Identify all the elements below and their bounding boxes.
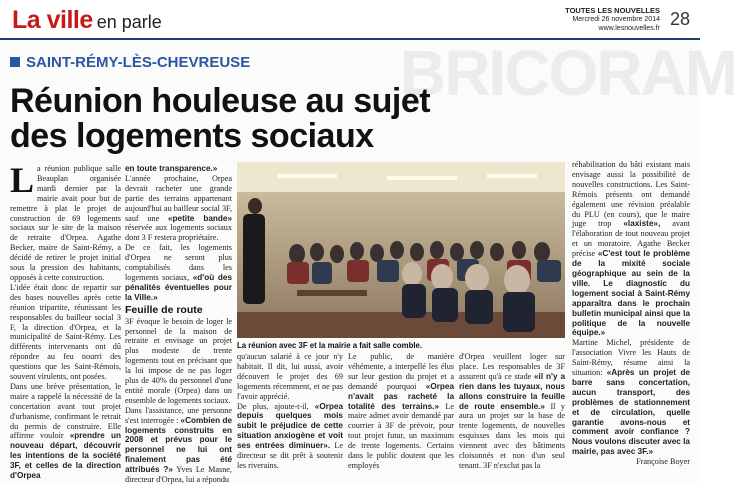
page-number: 28: [669, 9, 690, 29]
paper-info: [565, 6, 660, 33]
paragraph: De ce fait, les logements d'Orpea ne seront plus comptabilisés dans les logements sociaux, «d'où des pénalités éventuelles pour la Ville.»: [125, 243, 233, 302]
paragraph: Le public, de manière véhémente, a interpellé les élus sur leur gestion du projet et a demandé pourquoi «Orpea n'avait pas racheté la totalité des terrains.» Le maire admet avoir demandé par courrier à 3F de prévoir, pour tout projet futur, un maximum de trente logements. Certains dans le public doutent que les employés: [348, 352, 455, 470]
issue-date: Mercredi 26 novembre 2014: [572, 16, 660, 23]
article-column-3: [237, 352, 343, 471]
meeting-hall-photo: [237, 162, 565, 338]
paragraph: réhabilitation du bâti existant mais envisage aussi la possibilité de nouvelles constructions. Les Saint-Rémois présents ont demandé également une révision préalable du PLU (en cours), que le maire juge trop «laxiste», avant l'élaboration de tout nouveau projet et un moratoire. Agathe Becker précise «C'est tout le problème de la mixité sociale géographique au sein de la ville. Le diagnostic du logement social à Saint-Rémy apparaîtra dans le prochain bulletin municipal ainsi que la politique de la nouvelle équipe.»: [572, 160, 690, 338]
paragraph: d'Orpea veuillent loger sur place. Les responsables de 3F assurent qu'à ce stade «il n'y a rien dans les tuyaux, nous allons construire la feuille de route ensemble.» Il y aura un projet sur la base de trente logements, de nouvelles esquisses dans les mois qui viennent avec des bâtiments cloisonnés et non d'un seul tenant. 3F n'exclut pas la: [459, 352, 565, 470]
drop-cap: L: [10, 160, 35, 200]
locality-label: [10, 54, 250, 71]
article-column-6: [572, 160, 690, 467]
paragraph: Martine Michel, présidente de l'association Vivre les Hauts de Saint-Rémy, résume ainsi la situation: «Après un projet de barre sans concertation, aucun transport, des problèmes de stationnement et de circulation, quelle garantie avons-nous et comment avoir confiance ? Nous voulons discuter avec la mairie, pas avec 3F.»: [572, 338, 691, 457]
headline-line-1: Réunion houleuse au sujet: [10, 82, 431, 120]
paragraph: en toute transparence.»: [125, 164, 218, 173]
article-column-5: [459, 352, 565, 471]
photo-caption: La réunion avec 3F et la mairie a fait salle comble.: [237, 341, 423, 350]
section-subheading: Feuille de route: [125, 303, 203, 316]
article-photo: [237, 162, 565, 338]
square-bullet-icon: [10, 57, 20, 67]
article-headline: [10, 84, 570, 154]
page-header: [0, 0, 700, 40]
article-column-4: [348, 352, 454, 471]
section-title: [12, 6, 162, 35]
locality-text: SAINT-RÉMY-LÈS-CHEVREUSE: [26, 54, 251, 71]
paragraph: La réunion publique salle Beauplan organisée mardi dernier par la mairie avait pour but de remettre à plat le projet de construction de 69 logements sociaux sur le site de la maison de retraite d'Orpea. Agathe Becker, maire de Saint-Rémy, a décidé de retirer le projet initial sous la pression des habitants, opposés à cette construction.: [10, 160, 121, 282]
paragraph: De plus, ajoute-t-il, «Orpea depuis quelques mois subit le préjudice de cette situation anxiogène et voit ses entrées diminuer». Le directeur se dit prêt à soutenir les riverains.: [237, 401, 344, 470]
paragraph: L'année prochaine, Orpea devrait racheter une grande partie des terrains appartenant aujourd'hui au bailleur social 3F, sauf une «petite bande» réservée aux logements sociaux dont 3 F restera propriétaire.: [125, 173, 233, 243]
paragraph: Dans une brève présentation, le maire a rappelé la nécessité de la concertation avant tout projet d'urbanisme, confirmant le retrait du permis de construire. Elle affirme vouloir «prendre un nouveau départ, découvrir les intentions de la société 3F, et celles de la direction d'Orpea: [10, 381, 121, 481]
author-signature: Françoise Boyer: [636, 457, 690, 467]
paragraph: L'idée était donc de repartir sur des bases nouvelles après cette réunion tripartite, réunissant les responsables du bailleur social 3 F, la direction d'Orpea, et la municipalité de Saint-Rémy. Les différents intervenants ont dû répondre au feu nourri des questions que les Saint-Rémois, souvent virulents, ont posées.: [10, 282, 121, 382]
paper-website: www.lesnouvelles.fr: [598, 25, 660, 32]
article-column-2: [125, 164, 232, 485]
section-title-main: La ville: [12, 6, 93, 34]
article-column-1: [10, 160, 121, 481]
paper-name: TOUTES LES NOUVELLES: [565, 6, 660, 15]
paragraph: Dans l'assistance, une personne s'est interrogée : «Combien de logements construits en 2008 et prévus pour le personnel ne lui ont finalement pas été attribués ?» Yves Le Masne, directeur d'Orpea, lui a répondu: [125, 405, 232, 485]
paragraph: qu'aucun salarié à ce jour n'y habitait. Il dit, lui aussi, avoir découvert le projet des 69 logements récemment, et ne pas l'avoir apprécié.: [237, 352, 343, 401]
section-title-sub: en parle: [96, 12, 162, 32]
background-watermark: BRICORAM: [400, 37, 736, 109]
paragraph: 3F évoque le besoin de loger le personnel de la maison de retraite et envisage un projet plus modeste de trente logements tout en précisant que la loi impose de ne pas loger plus de 40% du personnel d'une entité morale (Orpea) dans un ensemble de logements sociaux.: [125, 316, 232, 405]
headline-line-2: des logements sociaux: [10, 117, 374, 155]
